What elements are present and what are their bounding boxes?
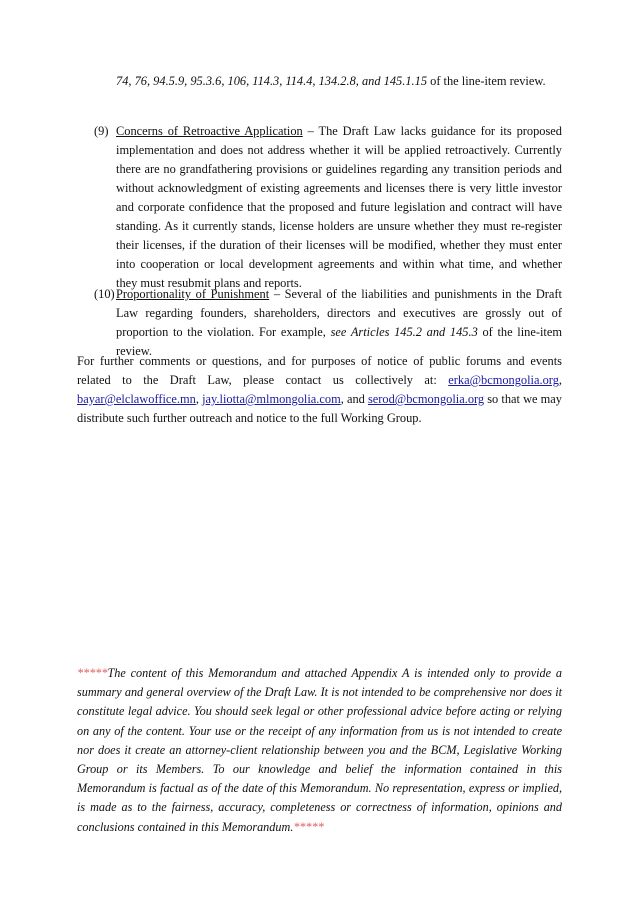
contact-paragraph bbox=[77, 352, 562, 428]
disclaimer-paragraph bbox=[77, 664, 562, 837]
email-link-bayar[interactable]: bayar@elclawoffice.mn bbox=[77, 392, 196, 406]
item-number: (9) bbox=[94, 124, 109, 138]
email-link-erka[interactable]: erka@bcmongolia.org bbox=[448, 373, 559, 387]
item-body bbox=[116, 122, 562, 293]
contact-outro: so that we may distribute such further outreach and notice to the full Working Group. bbox=[77, 392, 562, 425]
item-body bbox=[116, 285, 562, 361]
list-item-10 bbox=[94, 285, 562, 361]
contact-intro: For further comments or questions, and for purposes of notice of public forums and events related to the Draft Law, please contact us collectively at: bbox=[77, 354, 562, 387]
separator: , and bbox=[340, 392, 368, 406]
item-text: – Several of the liabilities and punishments in the Draft Law regarding founders, shareholders, directors and executives are grossly out of proportion to the violation. For example, bbox=[116, 287, 563, 339]
list-item-9 bbox=[94, 122, 562, 293]
continuation-suffix: of the line-item review. bbox=[427, 74, 546, 88]
item-number: (10) bbox=[94, 287, 115, 301]
article-list: 74, 76, 94.5.9, 95.3.6, 106, 114.3, 114.4, 134.2.8, and 145.1.15 bbox=[116, 74, 428, 88]
disclaimer-stars-open: ***** bbox=[77, 666, 108, 680]
item-text: – The Draft Law lacks guidance for its proposed implementation and does not address whether it will be applied retroactively. Currently there are no grandfathering provisions or guidelines regarding any transition periods and without acknowledgment of existing agreements and licenses there is very little investor and corporate confidence that the proposed and future legislation and contract will have standing. As it currently stands, license holders are unsure whether they must re-register their licenses, if the duration of their licenses will be modified, whether they must enter into cooperation or local development agreements and within what time, and whether they must resubmit plans and reports. bbox=[116, 124, 562, 290]
email-link-jay[interactable]: jay.liotta@mlmongolia.com bbox=[202, 392, 341, 406]
email-link-serod[interactable]: serod@bcmongolia.org bbox=[367, 392, 485, 406]
separator: , bbox=[195, 392, 203, 406]
separator: , bbox=[558, 373, 562, 387]
item-see-reference: see Articles 145.2 and 145.3 bbox=[330, 325, 478, 339]
item-title: Concerns of Retroactive Application bbox=[116, 124, 303, 138]
disclaimer-stars-close: ***** bbox=[293, 819, 324, 834]
disclaimer-text: The content of this Memorandum and attached Appendix A is intended only to provide a summary and general overview of the Draft Law. It is not intended to be comprehensive nor does it constitute legal advice. You should seek legal or other professional advice before acting or relying on any of the content. Your use or the receipt of any information from us is not intended to create nor does it create an attorney-client relationship between you and the BCM, Legislative Working Group or its Members. To our knowledge and belief the information contained in this Memorandum is factual as of the date of this Memorandum. No representation, express or implied, is made as to the fairness, accuracy, completeness or correctness of information, opinions and conclusions contained in this Memorandum. bbox=[77, 666, 562, 834]
item-text-end: of the line-item review. bbox=[116, 325, 562, 358]
item-title: Proportionality of Punishment bbox=[116, 287, 270, 301]
continuation-paragraph bbox=[116, 72, 562, 91]
